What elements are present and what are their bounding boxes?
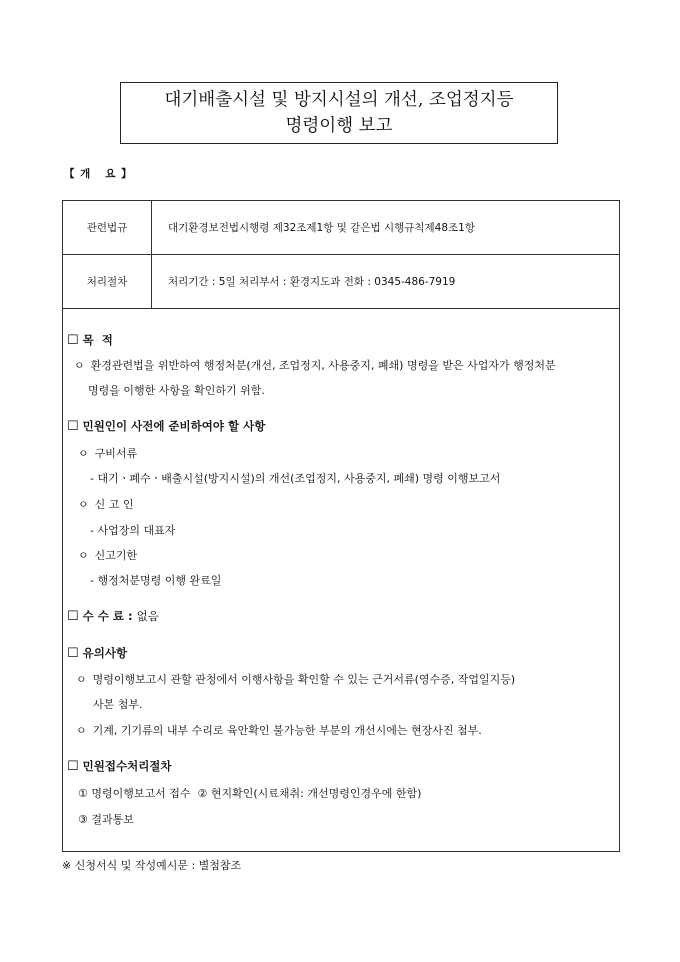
overview-heading: 【 개 요 】: [64, 168, 133, 180]
checkbox-icon: ☐: [67, 609, 79, 624]
info-table: [62, 200, 620, 309]
deadline-title: ㅇ 신고기한: [78, 549, 138, 562]
bullet-icon: ㅇ: [74, 359, 85, 372]
docs-item: - 대기ㆍ폐수ㆍ배출시설(방지시설)의 개선(조업정지, 사용중지, 폐쇄) 명령 이행보고서: [90, 472, 501, 485]
applicant-item: - 사업장의 대표자: [90, 524, 176, 537]
notes-item-2: ㅇ 기계, 기기류의 내부 수리로 육안확인 불가능한 부분의 개선시에는 현장사진 첨부.: [76, 724, 482, 737]
title-line-2: 명령이행 보고: [285, 116, 393, 136]
fee-value: 없음: [136, 609, 159, 623]
checkbox-icon: ☐: [67, 333, 79, 348]
bullet-icon: ㅇ: [78, 549, 89, 562]
section-prep-heading: ☐ 민원인이 사전에 준비하여야 할 사항: [67, 419, 266, 434]
table-row: [63, 201, 620, 255]
checkbox-icon: ☐: [67, 759, 79, 774]
process-step-1: ① 명령이행보고서 접수: [78, 787, 191, 800]
notes-item-1-line-1: ㅇ 명령이행보고시 관할 관청에서 이행사항을 확인할 수 있는 근거서류(영수증, 작업일지등): [76, 673, 516, 686]
table-label: 처리절차: [63, 255, 152, 309]
checkbox-icon: ☐: [67, 419, 79, 434]
section-purpose-heading: ☐ 목 적: [67, 333, 113, 348]
purpose-line-2: 명령을 이행한 사항을 확인하기 위함.: [88, 384, 265, 397]
applicant-title: ㅇ 신 고 인: [78, 498, 134, 511]
table-row: [63, 255, 620, 309]
footer-note: ※ 신청서식 및 작성예시문 : 별첨참조: [62, 859, 242, 872]
table-value: 대기환경보전법시행령 제32조제1항 및 같은법 시행규칙제48조1항: [152, 201, 620, 255]
process-step-3: ③ 결과통보: [78, 813, 134, 826]
section-process-heading: ☐ 민원접수처리절차: [67, 759, 172, 774]
purpose-line-1: ㅇ 환경관련법을 위반하여 행정처분(개선, 조업정지, 사용중지, 폐쇄) 명령을 받은 사업자가 행정처분: [74, 359, 556, 372]
document-title: [120, 82, 558, 144]
docs-title: ㅇ 구비서류: [78, 447, 138, 460]
title-line-1: 대기배출시설 및 방지시설의 개선, 조업정지등: [164, 90, 514, 110]
section-notes-heading: ☐ 유의사항: [67, 646, 128, 661]
bullet-icon: ㅇ: [78, 498, 89, 511]
bullet-icon: ㅇ: [76, 673, 87, 686]
process-steps-line-1: [78, 785, 421, 801]
table-label: 관련법규: [63, 201, 152, 255]
checkbox-icon: ☐: [67, 646, 79, 661]
bullet-icon: ㅇ: [76, 724, 87, 737]
bullet-icon: ㅇ: [78, 447, 89, 460]
deadline-item: - 행정처분명령 이행 완료일: [90, 574, 222, 587]
table-value: 처리기간 : 5일 처리부서 : 환경지도과 전화 : 0345-486-7919: [152, 255, 620, 309]
notes-item-1-line-2: 사본 첨부.: [93, 698, 143, 711]
section-fee-heading: ☐ 수 수 료 : 없음: [67, 609, 159, 624]
process-step-2: ② 현지확인(시료채취: 개선명령인경우에 한함): [197, 787, 422, 800]
